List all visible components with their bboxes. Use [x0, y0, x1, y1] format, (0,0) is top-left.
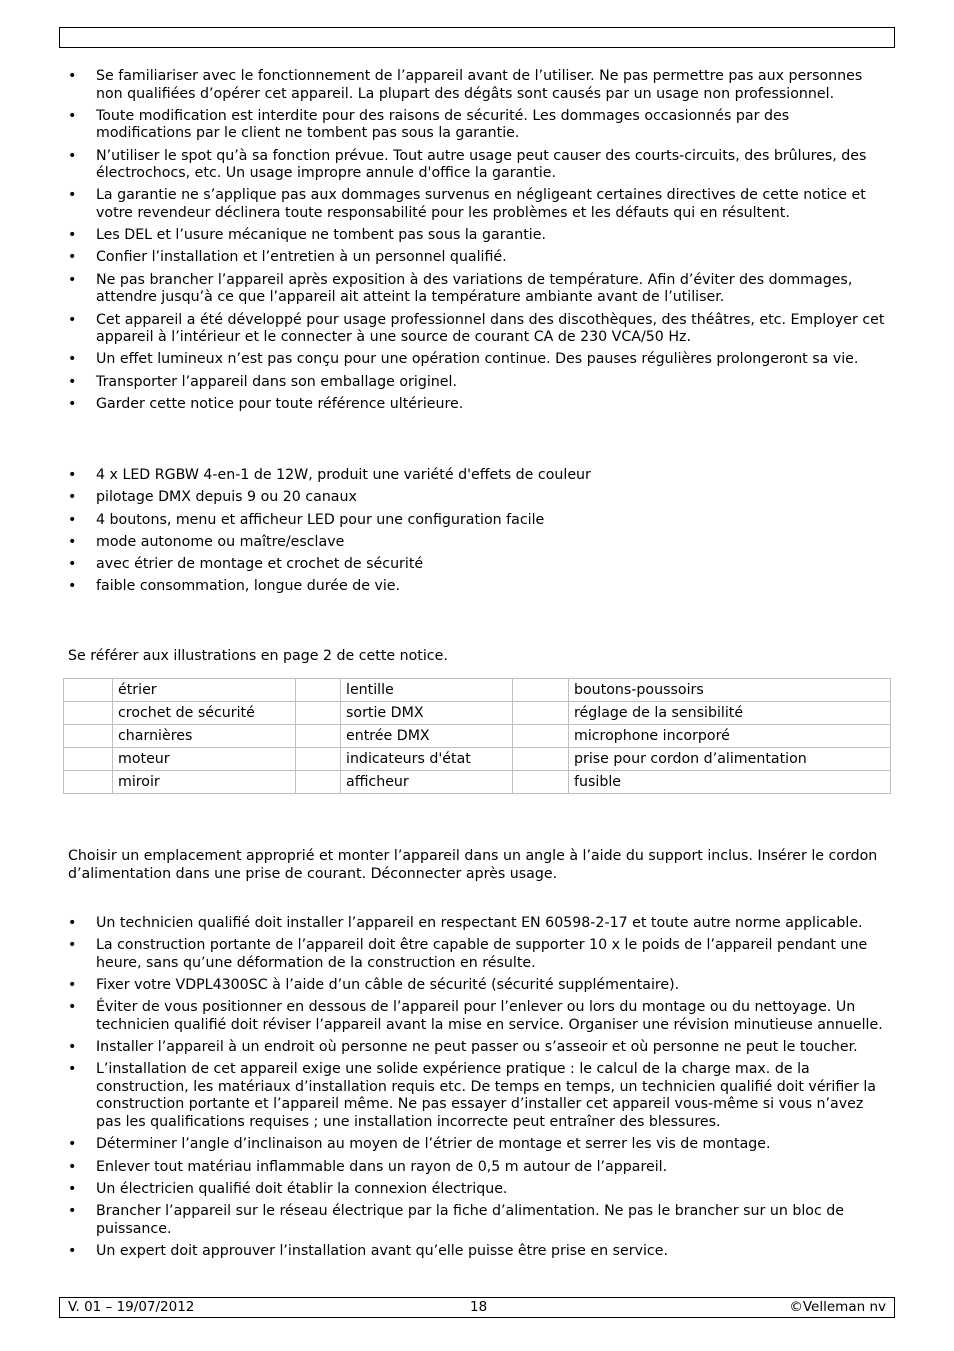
features-list: [68, 467, 888, 601]
list-item: • Se familiariser avec le fonctionnement de l’appareil avant de l’utiliser. Ne pas permettre pas aux personnes non qualifiées d’opérer cet appareil. La plupart des dégâts sont causés par un usage non professionnel.: [68, 68, 888, 103]
table-cell: boutons-poussoirs: [569, 679, 891, 702]
table-cell: fusible: [569, 771, 891, 794]
table-cell: crochet de sécurité: [113, 702, 296, 725]
list-item: • faible consommation, longue durée de vie.: [68, 578, 888, 596]
table-cell: [296, 679, 341, 702]
table-row: [64, 771, 891, 794]
table-row: [64, 748, 891, 771]
list-item: • Installer l’appareil à un endroit où personne ne peut passer ou s’asseoir et où personne ne peut le toucher.: [68, 1039, 888, 1057]
table-cell: lentille: [341, 679, 513, 702]
list-item: • Un effet lumineux n’est pas conçu pour une opération continue. Des pauses régulières prolongeront sa vie.: [68, 351, 888, 369]
table-cell: [64, 725, 113, 748]
table-cell: afficheur: [341, 771, 513, 794]
footer-version: V. 01 – 19/07/2012: [68, 1299, 195, 1315]
table-cell: [296, 748, 341, 771]
page-number: 18: [470, 1299, 488, 1315]
list-item: • Enlever tout matériau inflammable dans un rayon de 0,5 m autour de l’appareil.: [68, 1159, 888, 1177]
table-cell: [296, 702, 341, 725]
list-item: • Fixer votre VDPL4300SC à l’aide d’un câble de sécurité (sécurité supplémentaire).: [68, 977, 888, 995]
list-item: • La garantie ne s’applique pas aux dommages survenus en négligeant certaines directives de cette notice et votre revendeur déclinera toute responsabilité pour les problèmes et les défauts qui en résultent.: [68, 187, 888, 222]
table-cell: [296, 725, 341, 748]
list-item: • 4 x LED RGBW 4-en-1 de 12W, produit une variété d'effets de couleur: [68, 467, 888, 485]
table-cell: [513, 748, 569, 771]
list-item: • La construction portante de l’appareil doit être capable de supporter 10 x le poids de l’appareil pendant une heure, sans qu’une déformation de la construction en résulte.: [68, 937, 888, 972]
table-cell: prise pour cordon d’alimentation: [569, 748, 891, 771]
list-item: • Déterminer l’angle d’inclinaison au moyen de l’étrier de montage et serrer les vis de montage.: [68, 1136, 888, 1154]
table-cell: [513, 771, 569, 794]
list-item: • avec étrier de montage et crochet de sécurité: [68, 556, 888, 574]
header-box: [59, 27, 895, 48]
list-item: • 4 boutons, menu et afficheur LED pour une configuration facile: [68, 512, 888, 530]
list-item: • Ne pas brancher l’appareil après exposition à des variations de température. Afin d’éviter des dommages, attendre jusqu’à ce que l’appareil ait atteint la température ambiante avant de l’utiliser.: [68, 272, 888, 307]
list-item: • Brancher l’appareil sur le réseau électrique par la fiche d’alimentation. Ne pas le brancher sur un bloc de puissance.: [68, 1203, 888, 1238]
table-row: [64, 702, 891, 725]
table-cell: [296, 771, 341, 794]
list-item: • Transporter l’appareil dans son emballage originel.: [68, 374, 888, 392]
safety-guidelines-list: [68, 68, 888, 418]
table-cell: [64, 771, 113, 794]
installation-intro-text: Choisir un emplacement approprié et monter l’appareil dans un angle à l’aide du support inclus. Insérer le cordon d’alimentation dans une prise de courant. Déconnecter après usage.: [68, 848, 878, 882]
footer: [59, 1297, 895, 1318]
list-item: • Éviter de vous positionner en dessous de l’appareil pour l’enlever ou lors du montage ou du nettoyage. Un technicien qualifié doit réviser l’appareil avant la mise en service. Organiser une révision minutieuse annuelle.: [68, 999, 888, 1034]
list-item: • Garder cette notice pour toute référence ultérieure.: [68, 396, 888, 414]
list-item: • Un expert doit approuver l’installation avant qu’elle puisse être prise en service.: [68, 1243, 888, 1261]
table-row: [64, 679, 891, 702]
table-cell: entrée DMX: [341, 725, 513, 748]
installation-list: [68, 915, 888, 1265]
list-item: • N’utiliser le spot qu’à sa fonction prévue. Tout autre usage peut causer des courts-circuits, des brûlures, des électrochocs, etc. Un usage impropre annule d'office la garantie.: [68, 148, 888, 183]
list-item: • L’installation de cet appareil exige une solide expérience pratique : le calcul de la charge max. de la construction, les matériaux d’installation requis etc. De temps en temps, un technicien qualifié doit vérifier la construction portante et l’appareil même. Ne pas essayer d’installer cet appareil vous-même si vous n’avez pas les qualifications requises ; une installation incorrecte peut entraîner des blessures.: [68, 1061, 888, 1131]
list-item: • Un technicien qualifié doit installer l’appareil en respectant EN 60598-2-17 et toute autre norme applicable.: [68, 915, 888, 933]
table-cell: miroir: [113, 771, 296, 794]
table-cell: [64, 679, 113, 702]
table-cell: [513, 679, 569, 702]
list-item: • pilotage DMX depuis 9 ou 20 canaux: [68, 489, 888, 507]
table-cell: moteur: [113, 748, 296, 771]
table-cell: [513, 702, 569, 725]
list-item: • Toute modification est interdite pour des raisons de sécurité. Les dommages occasionnés par des modifications par le client ne tombent pas sous la garantie.: [68, 108, 888, 143]
list-item: • Cet appareil a été développé pour usage professionnel dans des discothèques, des théâtres, etc. Employer cet appareil à l’intérieur et le connecter à une source de courant CA de 230 VCA/50 Hz.: [68, 312, 888, 347]
table-cell: charnières: [113, 725, 296, 748]
table-cell: étrier: [113, 679, 296, 702]
list-item: • Les DEL et l’usure mécanique ne tombent pas sous la garantie.: [68, 227, 888, 245]
table-cell: [513, 725, 569, 748]
table-cell: indicateurs d'état: [341, 748, 513, 771]
list-item: • mode autonome ou maître/esclave: [68, 534, 888, 552]
table-cell: microphone incorporé: [569, 725, 891, 748]
table-cell: réglage de la sensibilité: [569, 702, 891, 725]
table-cell: [64, 748, 113, 771]
overview-text: Se référer aux illustrations en page 2 de cette notice.: [68, 648, 448, 664]
list-item: • Confier l’installation et l’entretien à un personnel qualifié.: [68, 249, 888, 267]
table-cell: sortie DMX: [341, 702, 513, 725]
list-item: • Un électricien qualifié doit établir la connexion électrique.: [68, 1181, 888, 1199]
footer-copyright: ©Velleman nv: [789, 1299, 886, 1315]
table-row: [64, 725, 891, 748]
table-cell: [64, 702, 113, 725]
parts-table: [63, 678, 891, 794]
